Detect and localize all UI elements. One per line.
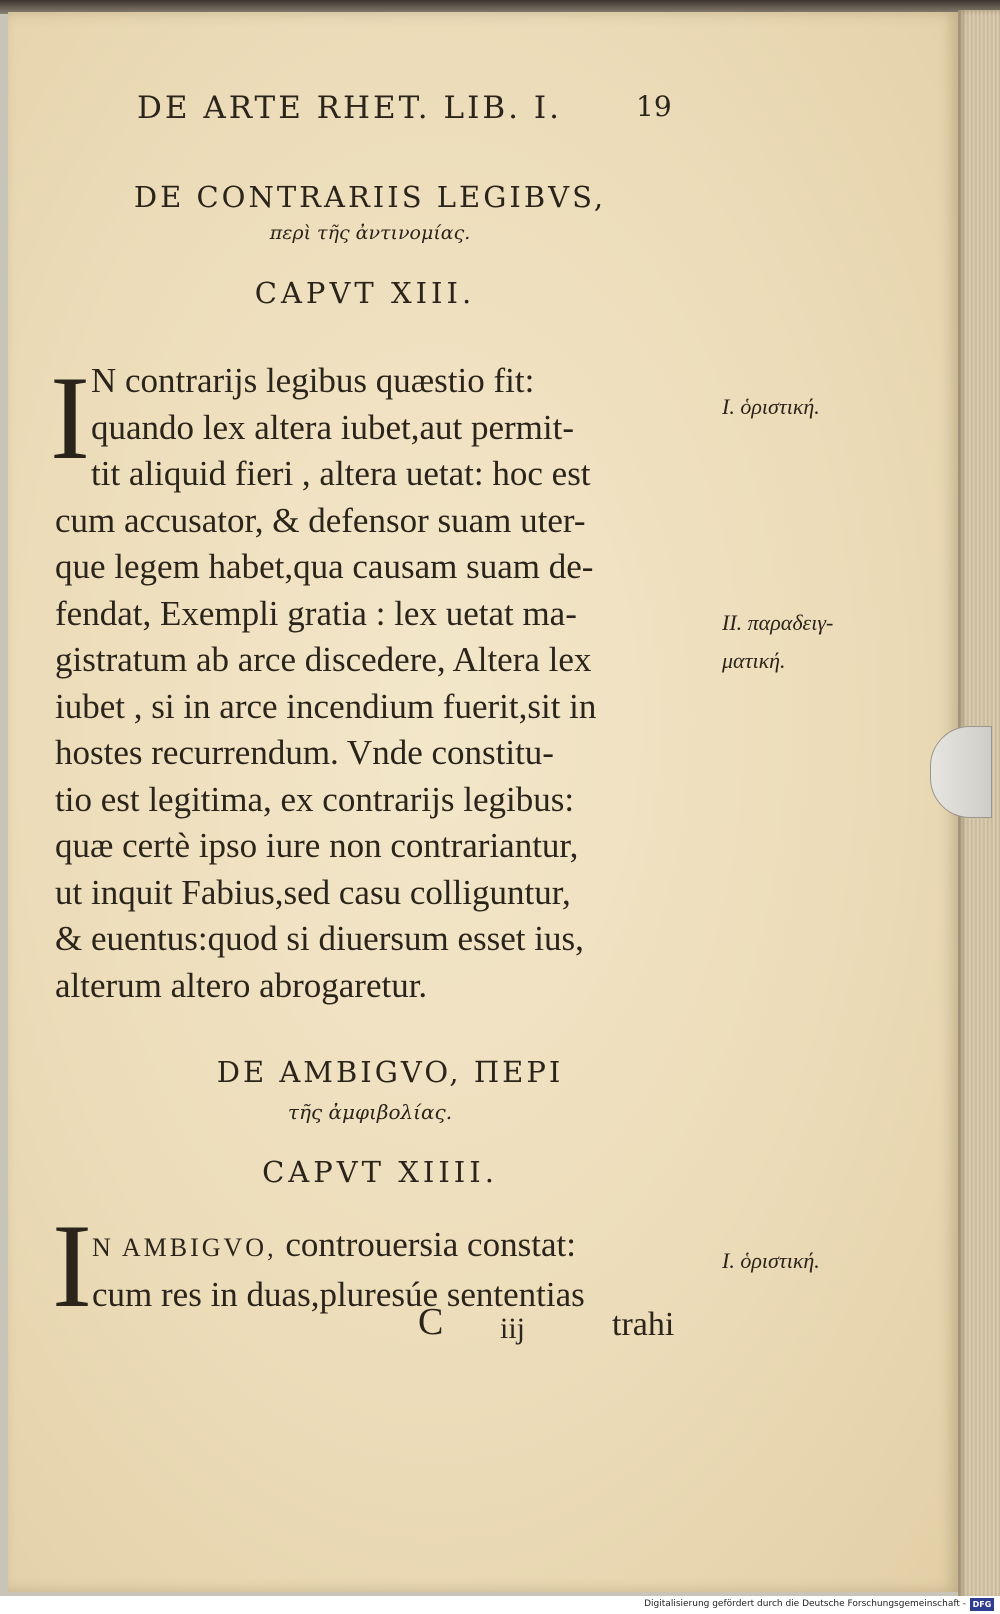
chapter-13-greek-title: περὶ τῆς ἀντινομίας. <box>269 222 471 244</box>
chapter-13-dropcap: I <box>50 351 90 484</box>
running-header: DE ARTE RHET. LIB. I. <box>137 90 562 126</box>
text-line: N contrarijs legibus quæstio fit: <box>91 361 535 400</box>
dfg-logo: DFG <box>970 1598 994 1611</box>
text-line: fendat, Exempli gratia : lex uetat ma- <box>55 593 577 633</box>
margin-note: ματική. <box>722 648 786 673</box>
text-line: iubet , si in arce incendium fuerit,sit in <box>55 686 597 726</box>
chapter-14-greek-title: τῆς ἀμφιβολίας. <box>287 1100 453 1124</box>
text-line: quæ certè ipso iure non contrariantur, <box>55 826 579 865</box>
chapter-13-title: DE CONTRARIIS LEGIBVS, <box>133 180 607 214</box>
page-holder-clip <box>930 726 992 818</box>
footer-credit: Digitalisierung gefördert durch die Deutsche Forschungsgemeinschaft - <box>644 1599 966 1609</box>
margin-note: I. ὁριστική. <box>722 1248 820 1273</box>
signature-number: iij <box>500 1312 526 1345</box>
page-number: 19 <box>636 90 672 123</box>
chapter-14-dropcap: I <box>52 1199 92 1332</box>
chapter-14-caput: CAPVT XIIII. <box>262 1155 498 1189</box>
text-line: & euentus:quod si diuersum esset ius, <box>55 919 584 958</box>
chapter-14-title: DE AMBIGVO, ΠΕΡΙ <box>216 1055 564 1089</box>
text-line: ut inquit Fabius,sed casu colliguntur, <box>55 872 571 912</box>
chapter-14-body <box>92 1222 732 1318</box>
text-line: tio est legitima, ex contrarijs legibus: <box>55 779 575 819</box>
margin-note: II. παραδειγ- <box>722 610 834 635</box>
text-line <box>92 1222 732 1272</box>
text-line: alterum altero abrogaretur. <box>55 965 428 1005</box>
text-line: hostes recurrendum. Vnde constitu- <box>55 733 554 772</box>
line-rest: controuersia constat: <box>276 1225 576 1264</box>
text-line: quando lex altera iubet,aut permit- <box>91 407 575 447</box>
text-line: tit aliquid fieri , altera uetat: hoc est <box>91 454 591 493</box>
margin-note: I. ὁριστική. <box>722 394 820 419</box>
smallcaps-opening: N AMBIGVO, <box>92 1233 277 1262</box>
signature-mark: C <box>418 1301 444 1343</box>
chapter-13-caput: CAPVT XIII. <box>254 276 476 310</box>
chapter-13-body <box>55 358 715 1009</box>
catchword: trahi <box>612 1306 675 1343</box>
text-line: cum res in duas,pluresúe sententias <box>92 1274 585 1314</box>
text-line: cum accusator, & defensor suam uter- <box>55 500 586 540</box>
text-line: gistratum ab arce discedere, Altera lex <box>55 640 592 679</box>
text-line: que legem habet,qua causam suam de- <box>55 547 594 586</box>
